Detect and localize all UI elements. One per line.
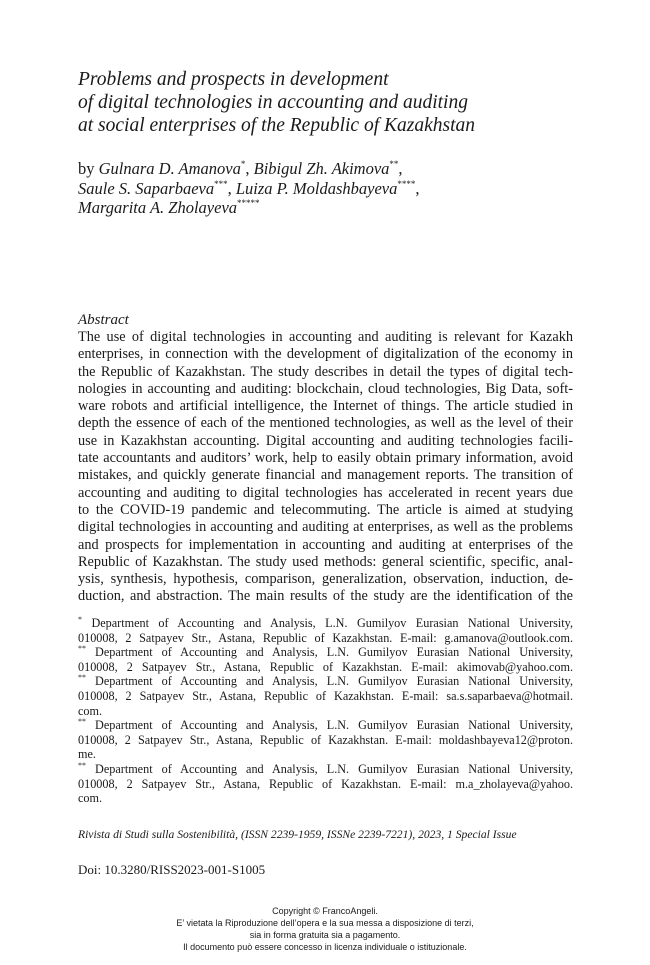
copyright-line: E’ vietata la Riproduzione dell’opera e la sua messa a disposizione di terzi,	[176, 918, 474, 928]
author-name: Bibigul Zh. Akimova	[253, 159, 390, 178]
author-name: Margarita A. Zholayeva	[78, 198, 238, 217]
abstract-line: to the COVID-19 pandemic and telecommuting. The article is aimed at studying	[78, 501, 573, 518]
footnote-line	[78, 674, 573, 689]
article-title	[78, 68, 598, 137]
title-line: of digital technologies in accounting and auditing	[78, 92, 468, 113]
author-separator: ,	[227, 178, 236, 198]
footnote-line: 010008, 2 Satpayev Str., Astana, Republic of Kazakhstan. E-mail: sa.s.saparbaeva@hotmail.	[78, 688, 573, 703]
footnote-line	[78, 645, 573, 660]
footnotes	[78, 616, 573, 806]
abstract-body	[78, 329, 573, 606]
abstract-line: tate accountants and auditors’ work, help to easily obtain primary information, avoid	[78, 450, 573, 467]
by-label: by	[78, 159, 95, 178]
copyright-line: Il documento può essere concesso in licenza individuale o istituzionale.	[183, 942, 467, 952]
author-name: Saule S. Saparbaeva	[78, 178, 215, 198]
journal-citation: Rivista di Studi sulla Sostenibilità, (ISSN 2239-1959, ISSNe 2239-7221), 2023, 1 Special Issue	[78, 828, 517, 841]
copyright-line: sia in forma gratuita sia a pagamento.	[249, 930, 401, 940]
footnote-line: 010008, 2 Satpayev Str., Astana, Republic of Kazakhstan. E-mail: m.a_zholayeva@yahoo.	[78, 776, 573, 791]
footnote-text: Department of Accounting and Analysis, L.N. Gumilyov Eurasian National University,	[95, 718, 574, 733]
footnote-line: com.	[78, 703, 103, 718]
abstract-line: digital technologies in accounting and auditing at enterprises, as well as the problems	[78, 519, 573, 536]
abstract-line: enterprises, in connection with the development of digitalization of the economy in	[78, 346, 573, 363]
author-list	[78, 159, 598, 218]
author-mark: *****	[237, 198, 260, 208]
footnote-mark: **	[78, 644, 86, 654]
footnote-mark: **	[78, 717, 86, 727]
footnote-line: me.	[78, 747, 96, 762]
footnote-mark: **	[78, 673, 86, 683]
title-line: at social enterprises of the Republic of Kazakhstan	[78, 115, 475, 136]
author-line	[78, 179, 598, 199]
footnote-mark: **	[78, 760, 86, 770]
author-mark: ***	[214, 178, 228, 189]
footnote-line: 010008, 2 Satpayev Str., Astana, Republic of Kazakhstan. E-mail: g.amanova@outlook.com.	[78, 630, 573, 645]
abstract-line: and prospects for implementation in accounting and auditing at enterprises of the	[78, 536, 573, 553]
author-line	[78, 198, 598, 218]
abstract-line: depth the essence of each of the mentioned technologies, as well as the level of their	[78, 415, 573, 432]
footnote-text: Department of Accounting and Analysis, L.N. Gumilyov Eurasian National University,	[95, 645, 574, 660]
abstract-line: use in Kazakhstan accounting. Digital accounting and auditing technologies facili-	[78, 432, 573, 449]
author-mark: **	[389, 159, 399, 169]
footnote-line	[78, 762, 573, 777]
author-mark: *	[240, 159, 246, 169]
footnote-mark: *	[78, 615, 82, 624]
author-separator: ,	[245, 159, 254, 178]
abstract-line: mistakes, and quickly generate financial and management reports. The transition of	[78, 467, 573, 484]
abstract-line: The use of digital technologies in accounting and auditing is relevant for Kazakh	[78, 329, 573, 345]
abstract-line: nologies in accounting and auditing: blockchain, cloud technologies, Big Data, soft-	[78, 380, 573, 397]
abstract-line: ware robots and artificial intelligence, the Internet of things. The article studied in	[78, 398, 573, 415]
abstract-line: ysis, synthesis, hypothesis, comparison, generalization, observation, induction, de-	[78, 571, 573, 588]
author-mark: ****	[397, 178, 416, 189]
footnote-line: com.	[78, 791, 103, 806]
title-line: Problems and prospects in development	[78, 69, 389, 90]
footnote-text: Department of Accounting and Analysis, L.N. Gumilyov Eurasian National University,	[95, 674, 574, 689]
copyright-notice	[0, 905, 650, 953]
author-separator: ,	[398, 159, 403, 178]
doi: Doi: 10.3280/RISS2023-001-S1005	[78, 862, 266, 877]
abstract-line: duction, and abstraction. The main results of the study are the identification of the	[78, 588, 573, 605]
author-line	[78, 159, 598, 179]
footnote-text: Department of Accounting and Analysis, L.N. Gumilyov Eurasian National University,	[95, 761, 574, 776]
footnote-line	[78, 718, 573, 733]
abstract-line: accounting and auditing to digital technologies has accelerated in recent years due	[78, 484, 573, 501]
footnote-line	[78, 616, 573, 631]
abstract-line: the Republic of Kazakhstan. The study describes in detail the types of digital tech-	[78, 363, 573, 380]
footnote-line: 010008, 2 Satpayev Str., Astana, Republic of Kazakhstan. E-mail: moldashbayeva12@proton.	[78, 732, 573, 747]
abstract-line: Republic of Kazakhstan. The study used methods: general scientific, specific, anal-	[78, 553, 573, 570]
author-name: Luiza P. Moldashbayeva	[235, 178, 398, 198]
author-name: Gulnara D. Amanova	[98, 159, 241, 178]
copyright-line: Copyright © FrancoAngeli.	[272, 906, 378, 916]
abstract-heading: Abstract	[78, 312, 129, 328]
footnote-text: Department of Accounting and Analysis, L.N. Gumilyov Eurasian National University,	[91, 616, 574, 630]
author-separator: ,	[415, 178, 420, 198]
footnote-line: 010008, 2 Satpayev Str., Astana, Republic of Kazakhstan. E-mail: akimovab@yahoo.com.	[78, 659, 573, 674]
